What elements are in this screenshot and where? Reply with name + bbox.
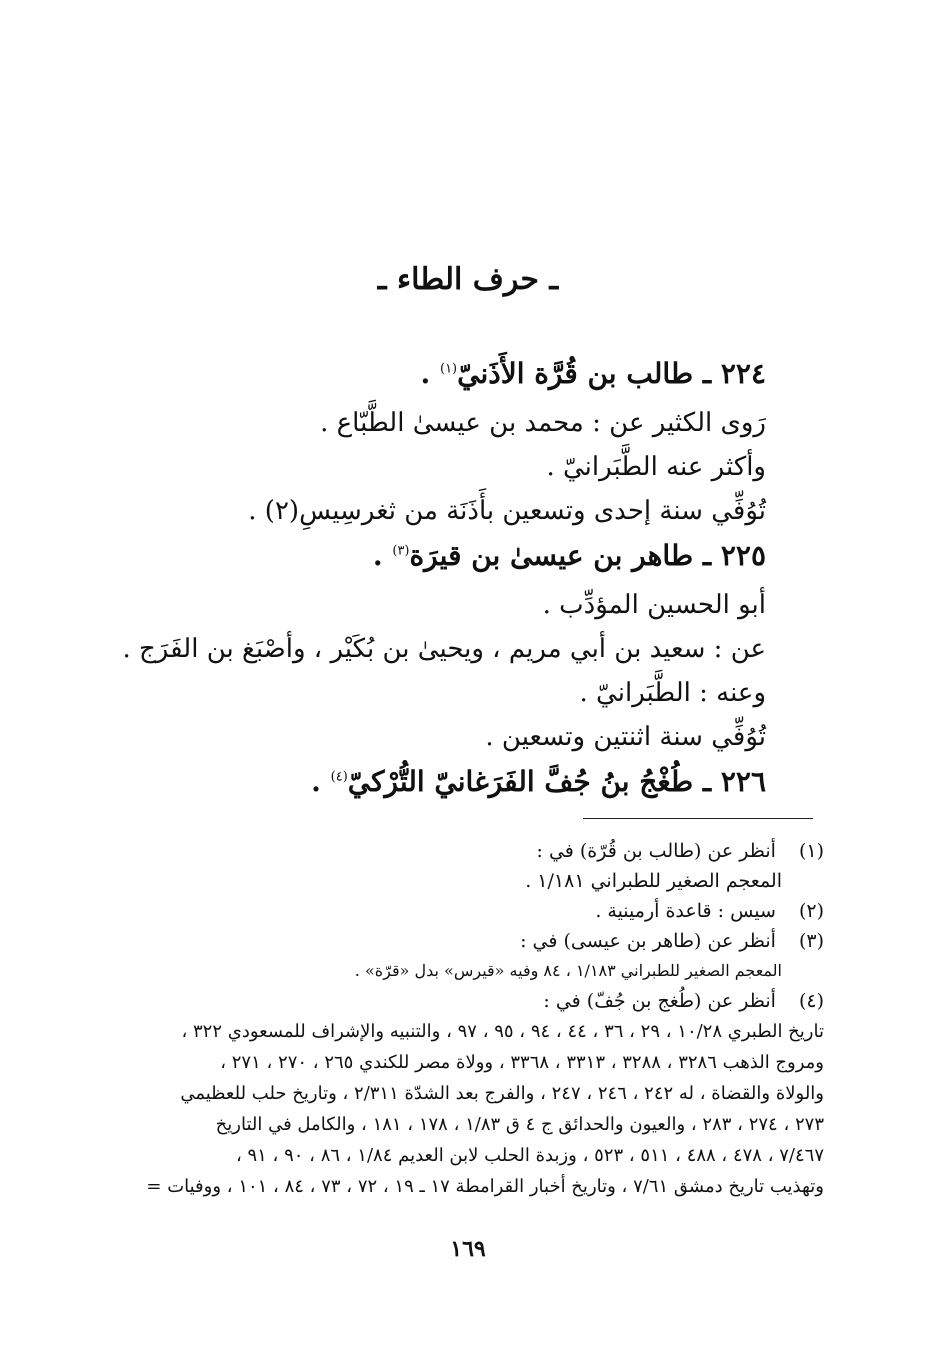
footnote-number: (٢): [798, 900, 824, 922]
entry-heading-224: [146, 352, 766, 402]
entry-heading-end: .: [420, 357, 440, 390]
entry-heading-end: .: [372, 539, 393, 572]
footnote-ref-1[interactable]: (١): [439, 361, 458, 377]
footnote-number: (٣): [798, 930, 824, 952]
entry-heading-text: ٢٢٤ ـ طالب بن قُرَّة الأَذَنيّ: [457, 357, 766, 390]
footnote-4-line: ومروج الذهب ٣٢٨٦ ، ٣٢٨٨ ، ٣٣١٣ ، ٣٣٦٨ ، وولاة مصر للكندي ٢٦٥ ، ٢٧٠ ، ٢٧١ ،: [220, 1052, 824, 1073]
entry-heading-text: ٢٢٥ ـ طاهر بن عيسىٰ بن قيرَة: [409, 539, 766, 572]
page-number: ١٦٩: [450, 1236, 486, 1262]
footnote-text: أنظر عن (طالب بن قُرّة) في :: [536, 840, 776, 862]
entry-line: أبو الحسين المؤدِّب .: [542, 590, 766, 620]
footnote-number: (١): [798, 840, 824, 862]
chapter-title: ـ حرف الطاء ـ: [377, 262, 559, 297]
entry-line: رَوى الكثير عن : محمد بن عيسىٰ الطَّبّاع .: [320, 408, 766, 438]
entry-line: عن : سعيد بن أبي مريم ، ويحيىٰ بن بُكَيْر ، وأصْبَغ بن الفَرَج .: [122, 634, 766, 664]
footnote-ref-3[interactable]: (٣): [392, 543, 410, 559]
entry-heading-226: [146, 760, 766, 810]
footnote-ref-4[interactable]: (٤): [330, 769, 348, 785]
entry-heading-end: .: [311, 765, 331, 798]
footnote-4-line: والولاة والقضاة ، له ٢٤٢ ، ٢٤٦ ، ٢٤٧ ، والفرج بعد الشدّة ٢/٣١١ ، وتاريخ حلب للعظيمي: [180, 1083, 824, 1104]
footnote-separator: [583, 818, 813, 819]
footnotes-section: [104, 836, 824, 1202]
footnote-text: أنظر عن (طاهر بن عيسى) في :: [520, 930, 776, 952]
footnote-3-line: المعجم الصغير للطبراني ١/١٨٣ ، ٨٤ وفيه «قيرس» بدل «قرّة» .: [354, 961, 782, 980]
entry-heading-225: [146, 534, 766, 584]
footnote-text: أنظر عن (طُغج بن جُفّ) في :: [543, 990, 776, 1012]
entry-line: وأكثر عنه الطَّبَرانيّ .: [546, 452, 766, 482]
footnote-4-line: ٧/٤٦٧ ، ٤٧٨ ، ٤٨٨ ، ٥١١ ، ٥٢٣ ، وزبدة الحلب لابن العديم ١/٨٤ ، ٨٦ ، ٩٠ ، ٩١ ،: [235, 1145, 824, 1166]
footnote-4: [104, 986, 824, 1016]
entries-section: [122, 352, 766, 810]
entry-heading-text: ٢٢٦ ـ طُغْجُ بنُ جُفَّ الفَرَغانيّ التُّرْكيّ: [347, 765, 766, 798]
entry-line: تُوُفِّي سنة اثنتين وتسعين .: [485, 722, 766, 752]
footnote-4-line: وتهذيب تاريخ دمشق ٧/٦١ ، وتاريخ أخبار القرامطة ١٧ ـ ١٩ ، ٧٢ ، ٧٣ ، ٨٤ ، ١٠١ ، ووفيات =: [146, 1176, 824, 1197]
footnote-4-line: تاريخ الطبري ١٠/٢٨ ، ٢٩ ، ٣٦ ، ٤٤ ، ٩٤ ، ٩٥ ، ٩٧ ، والتنبيه والإشراف للمسعودي ٣٢٢ ،: [181, 1021, 824, 1042]
footnote-3: [104, 926, 824, 956]
footnote-number: (٤): [798, 990, 824, 1012]
footnote-1: [104, 836, 824, 866]
footnote-text: سيس : قاعدة أرمينية .: [595, 900, 776, 922]
footnote-4-line: ٢٧٣ ، ٢٧٤ ، ٢٨٣ ، والعيون والحدائق ج ٤ ق ١/٨٣ ، ١٧٨ ، ١٨١ ، والكامل في التاريخ: [215, 1114, 824, 1135]
entry-line: وعنه : الطَّبَرانيّ .: [579, 678, 766, 708]
entry-line: تُوُفِّي سنة إحدى وتسعين بأَذَنَة من ثغرسِيسِ(٢) .: [248, 496, 766, 526]
footnote-1-line: المعجم الصغير للطبراني ١/١٨١ .: [525, 870, 782, 892]
footnote-2: [104, 896, 824, 926]
